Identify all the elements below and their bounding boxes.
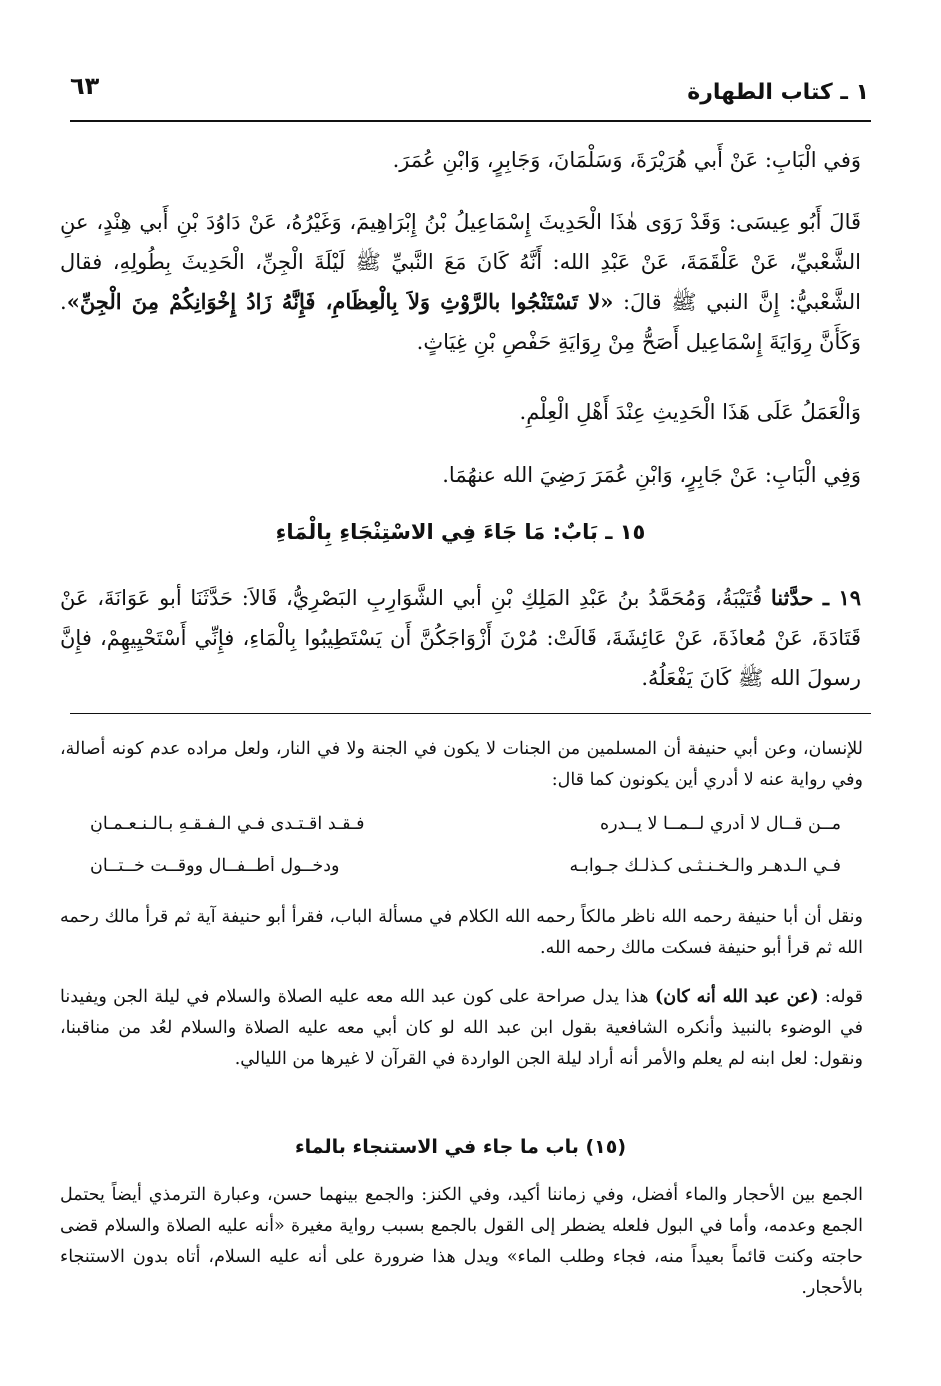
verse-1-first-hemistich: مــن قــال لا أدري لــمــا لا يــدره (600, 814, 841, 834)
paragraph-fil-bab: وَفي الْبَابِ: عَنْ أَبي هُرَيْرَةَ، وَسَلْمَانَ، وَجَابِرٍ، وَابْنِ عُمَرَ. (392, 148, 861, 172)
chapter-title: ١ ـ كتاب الطهارة (687, 80, 869, 105)
section-heading: ١٥ ـ بَابٌ: مَا جَاءَ فِي الاسْتِنْجَاءِ بِالْمَاءِ (275, 520, 646, 544)
verse-2-first-hemistich: فـي الـدهـر والـخـنـثـى كـذلـك جـوابـه (569, 856, 841, 876)
commentary-3-quoted-phrase: (عن عبد الله أنه كان) (654, 987, 819, 1007)
commentary-paragraph-1: للإنسان، وعن أبي حنيفة أن المسلمين من الجنات لا يكون في الجنة ولا في النار، ولعل مراده عدم كونه أصالة، وفي رواية عنه لا أدري أين يكونون كما قال: (60, 739, 863, 790)
commentary-3-lead: قوله: (824, 987, 863, 1007)
verse-line-2 (90, 856, 841, 890)
verse-2-second-hemistich: ودخــول أطــفــال ووقــت خــتــان (90, 856, 340, 876)
hadith-19 (60, 578, 861, 698)
paragraph-fil-bab-2: وَفِي الْبَابِ: عَنْ جَابِرٍ، وَابْنِ عُمَرَ رَضِيَ الله عنهُمَا. (442, 463, 861, 487)
page-header (60, 70, 881, 110)
page-number: ٦٣ (70, 72, 100, 100)
verse-line-1 (90, 814, 841, 848)
hadith-number: ١٩ ـ حدَّثنا (770, 585, 861, 610)
hadith-body: قُتَيْبَةُ، وَمُحَمَّدُ بنُ عَبْدِ المَلِكِ بْنِ أبي الشَّوَارِبِ البَصْرِيُّ، قَالاَ: حَدَّثَنَا أبو عَوَانَةَ، عَنْ قَتَادَةَ، عَنْ مُعاذَةَ، عَنْ عَائِشَةَ، قَالَتْ: مُرْنَ أَزْوَاجَكُنَّ أَن يَسْتَطِيبُوا بِالْمَاءِ، فإِنِّي أَسْتَحْيِيهِمْ، فإِنَّ رسولَ الله ﷺ كَانَ يَفْعَلُهُ. (60, 586, 861, 690)
commentary-3-body: هذا يدل صراحة على كون عبد الله معه عليه الصلاة والسلام في ليلة الجن ويفيدنا في الوضوء بالنبيذ وأنكره الشافعية بقول ابن عبد الله لو كان أبي معه عليه الصلاة والسلام لعُد من مناقبنا، ونقول: لعل ابنه لم يعلم والأمر أنه أراد ليلة الجن الواردة في القرآن لا غيرها من الليالي. (60, 987, 863, 1069)
commentary-paragraph-3 (60, 982, 863, 1075)
commentary-heading: (١٥) باب ما جاء في الاستنجاء بالماء (294, 1136, 627, 1158)
hadith-quote: «لا تَسْتَنْجُوا بالرَّوْثِ وَلاَ بِالْعِظَامِ، فَإِنَّهُ زَادُ إِخْوَانِكُمْ مِنَ الْجِنِّ» (66, 289, 614, 314)
verse-1-second-hemistich: فـقـد اقـتـدى فـي الـفـقـهِ بـالـنـعـمـانِ (90, 814, 365, 834)
commentary-paragraph-4: الجمع بين الأحجار والماء أفضل، وفي زماننا أكيد، وفي الكنز: والجمع بينهما حسن، وعبارة الترمذي أيضاً يحتمل الجمع وعدمه، وأما في البول فلعله يضطر إلى القول بالجمع بسبب رواية مغيرة «أنه عليه الصلاة والسلام قضى حاجته وكنت قائماً بعيداً منه، فجاء وطلب الماء» ويدل هذا ضرورة على أنه عليه السلام، أتاه بدون الاستنجاء بالأحجار. (60, 1185, 863, 1298)
footnote-divider (70, 713, 871, 714)
commentary-paragraph-2: ونقل أن أبا حنيفة رحمه الله ناظر مالكاً رحمه الله الكلام في مسألة الباب، فقرأ أبو حنيفة آية ثم قرأ مالك رحمه الله ثم قرأ أبو حنيفة فسكت مالك رحمه الله. (60, 907, 863, 958)
header-divider (70, 120, 871, 122)
paragraph-abu-isa-start: قَالَ أَبُو عِيسَى: وَقَدْ رَوَى هٰذَا الْحَدِيثَ إِسْمَاعِيلُ بْنُ إِبْرَاهِيمَ، وَغَيْرُهُ، عَنْ دَاوُدَ بْنِ أَبي هِنْدٍ، عنِ الشَّعْبيِّ، عَنْ عَلْقَمَةَ، عَنْ عَبْدِ الله: أَنَّهُ كَانَ مَعَ النَّبيِّ ﷺ لَيْلَةَ الْجِنِّ، الْحَدِيثَ بِطُولِهِ، فقال الشَّعْبيُّ: إِنَّ النبي ﷺ قالَ: (60, 210, 861, 314)
paragraph-abu-isa (60, 202, 861, 362)
paragraph-abu-isa-end: . وَكَأَنَّ رِوَايَةَ إِسْمَاعِيل أَصَحُّ مِنْ رِوَايَةِ حَفْصِ بْنِ غِيَاثٍ. (60, 290, 861, 354)
paragraph-amal: وَالْعَمَلُ عَلَى هَذَا الْحَدِيثِ عِنْدَ أَهْلِ الْعِلْمِ. (519, 400, 861, 424)
